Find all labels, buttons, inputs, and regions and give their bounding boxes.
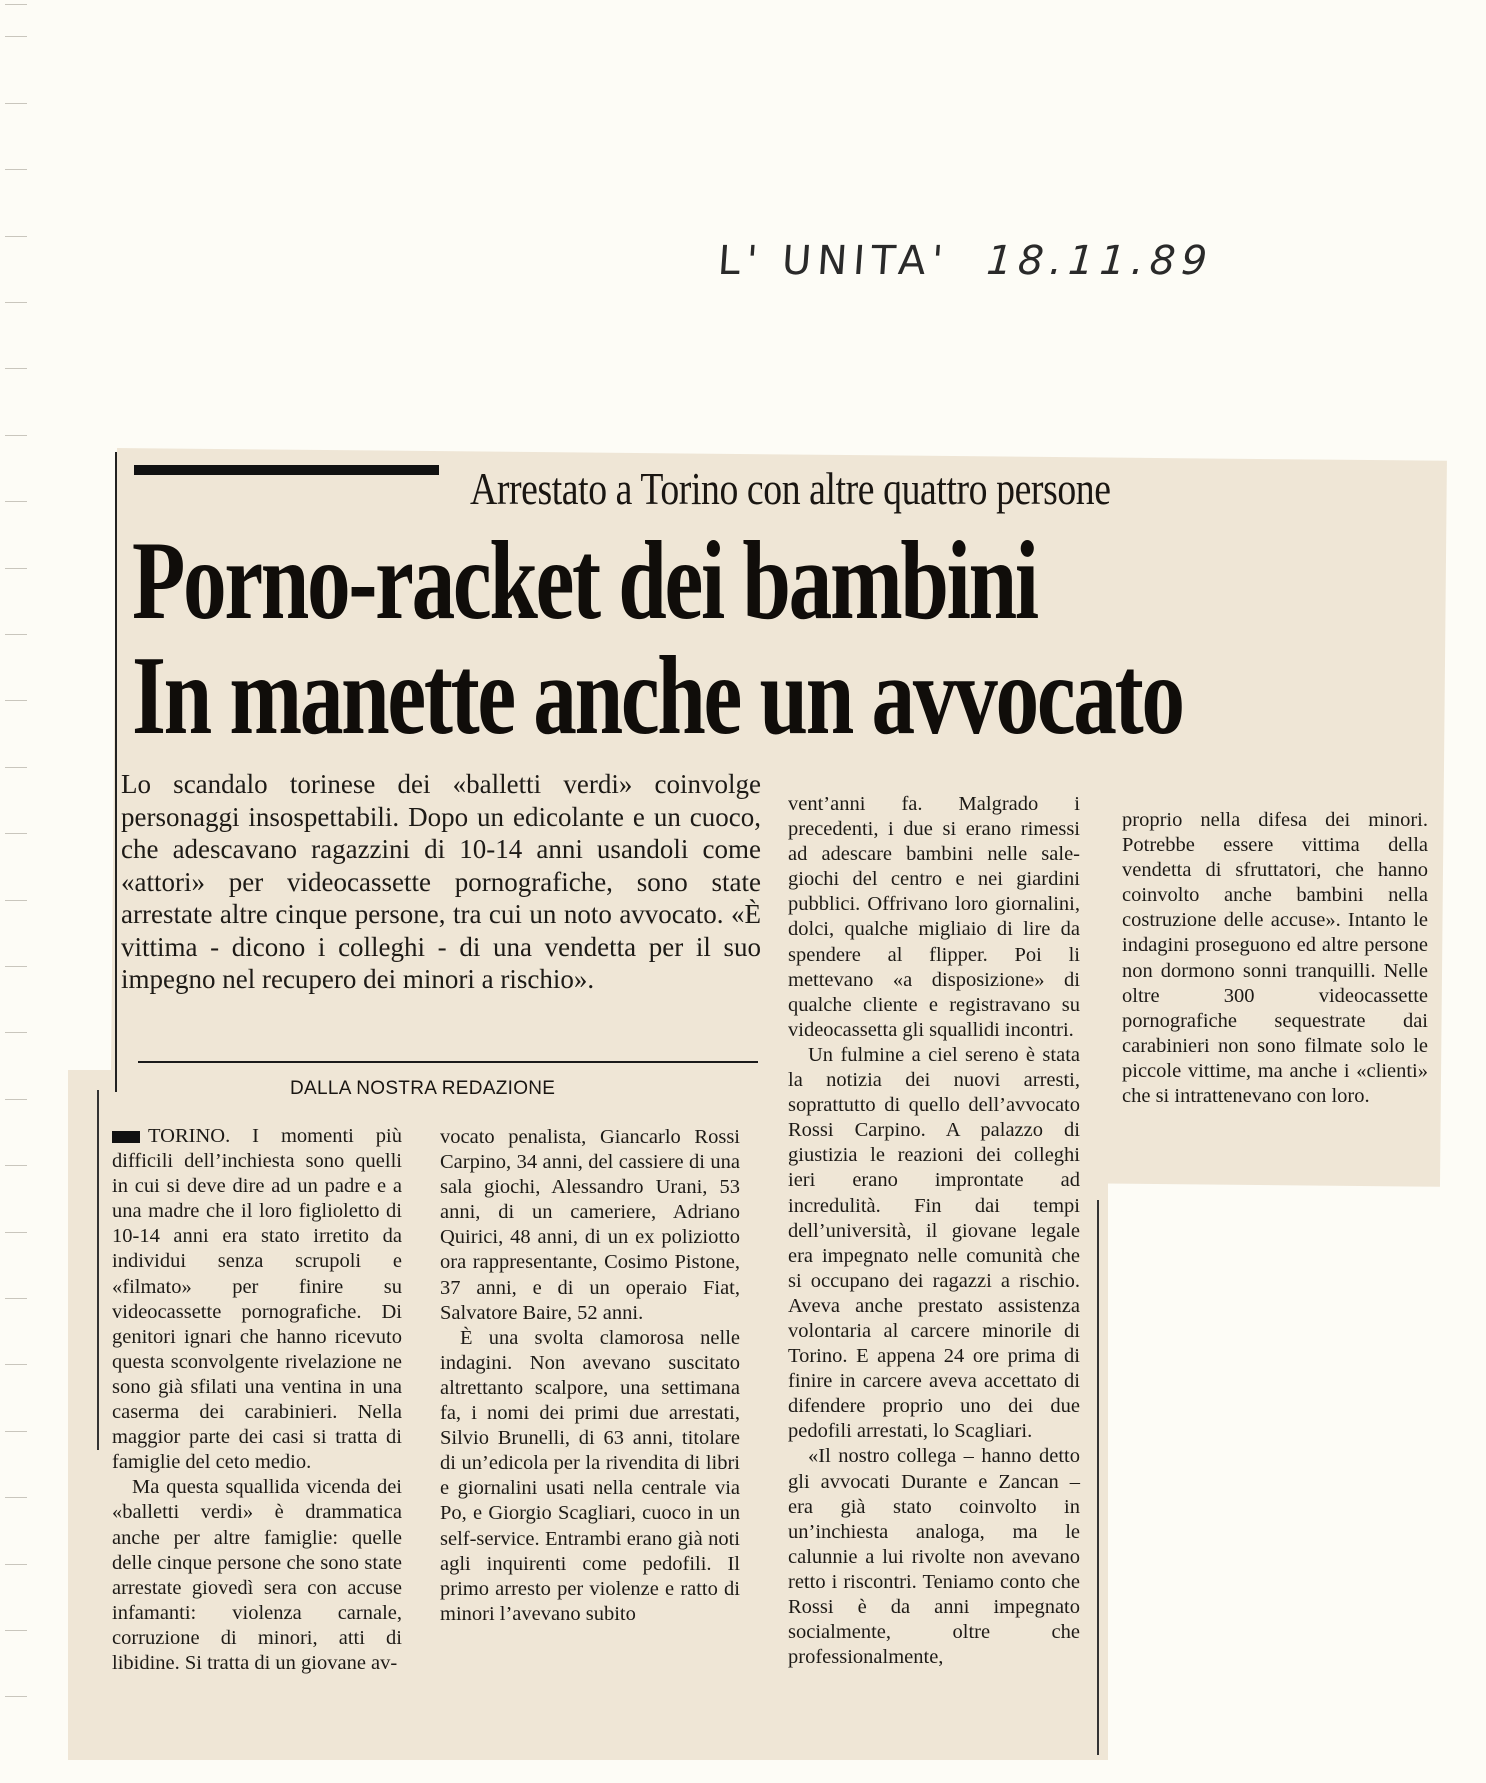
- column-rule: [1097, 1200, 1099, 1755]
- binder-mark: [5, 169, 27, 170]
- binder-mark: [5, 568, 27, 569]
- newspaper-name: L' UNITA': [716, 238, 951, 284]
- binder-mark: [5, 1232, 27, 1233]
- binder-mark: [5, 36, 27, 37]
- headline-line-1: Porno-racket dei bambini: [132, 519, 1037, 643]
- binder-mark: [5, 833, 27, 834]
- article-column-2: [440, 1125, 740, 1627]
- dateline: TORINO.: [148, 1125, 231, 1147]
- binder-mark: [5, 1165, 27, 1166]
- binder-mark: [5, 1431, 27, 1432]
- binder-margin: [0, 0, 30, 1783]
- paragraph: vocato penalista, Giancarlo Rossi Carpino, 34 anni, del cassiere di una sala giochi, Alessandro Urani, 53 anni, di un cameriere, Adriano Quirici, 48 anni, di un ex poliziotto ora rappresentante, Cosimo Pistone, 37 anni, e di un operaio Fiat, Salvatore Baire, 52 anni.: [440, 1126, 740, 1324]
- column-rule: [97, 1090, 99, 1450]
- binder-mark: [5, 501, 27, 502]
- binder-mark: [5, 1696, 27, 1697]
- binder-mark: [5, 1032, 27, 1033]
- binder-mark: [5, 1564, 27, 1565]
- kicker-bar: [134, 465, 439, 475]
- paragraph: È una svolta clamorosa nelle indagini. Non avevano suscitato altrettanto scalpore, una settimana fa, i nomi dei primi due arrestati, Silvio Brunelli, di 63 anni, titolare di un’edicola per la rivendita di libri e giornalini usati nella centrale via Po, e Giorgio Scagliari, cuoco in un self-service. Entrambi erano già noti agli inquirenti come pedofili. Il primo arresto per violenze e ratto di minori l’avevano subito: [440, 1326, 740, 1625]
- binder-mark: [5, 302, 27, 303]
- paragraph: Ma questa squallida vicenda dei «balletti verdi» è drammatica anche per altre famiglie: quelle delle cinque persone che sono state arrestate giovedì sera con accuse infamanti: violenza carnale, corruzione di minori, atti di libidine. Si tratta di un giovane av-: [112, 1476, 402, 1674]
- binder-mark: [5, 700, 27, 701]
- handwritten-source-note: [716, 238, 1214, 284]
- article-lead: Lo scandalo torinese dei «balletti verdi» coinvolge personaggi insospettabili. Dopo un edicolante e un cuoco, che adescavano ragazzini di 10-14 anni usandoli come «attori» per videocassette pornografiche, sono state arrestate altre cinque persone, tra cui un noto avvocato. «È vittima - dicono i colleghi - di una vendetta per il suo impegno nel recupero dei minori a rischio».: [121, 769, 761, 994]
- binder-mark: [5, 1364, 27, 1365]
- binder-mark: [5, 103, 27, 104]
- article-kicker: Arrestato a Torino con altre quattro persone: [470, 463, 1111, 514]
- binder-mark: [5, 435, 27, 436]
- paragraph: vent’anni fa. Malgrado i precedenti, i due si erano rimessi ad adescare bambini nelle sale-giochi del centro e nei giardini pubblici. Offrivano loro giornalini, dolci, qualche migliaio di lire da spendere al flipper. Poi li mettevano «a disposizione» di qualche cliente e registravano su videocassetta gli squallidi incontri.: [788, 793, 1080, 1041]
- article-column-4: [1122, 808, 1428, 1109]
- binder-mark: [5, 767, 27, 768]
- binder-mark: [5, 368, 27, 369]
- binder-mark: [5, 966, 27, 967]
- byline-rule: [138, 1061, 758, 1063]
- binder-mark: [5, 1497, 27, 1498]
- binder-mark: [5, 634, 27, 635]
- paragraph: «Il nostro collega – hanno detto gli avvocati Durante e Zancan – era già stato coinvolto in un’inchiesta analoga, ma le calunnie a lui rivolte non avevano retto i riscontri. Teniamo conto che Rossi è da anni impegnato socialmente, oltre che professionalmente,: [788, 1445, 1080, 1669]
- binder-mark: [5, 1099, 27, 1100]
- paragraph: Un fulmine a ciel sereno è stata la notizia dei nuovi arresti, soprattutto di quello dell’avvocato Rossi Carpino. A palazzo di giustizia le reazioni dei colleghi ieri erano improntate ad incredulità. Fin dai tempi dell’università, il giovane legale era impegnato nelle comunità che si occupano dei ragazzi a rischio. Aveva anche prestato assistenza volontaria al carcere minorile di Torino. E appena 24 ore prima di finire in carcere aveva accettato di difendere proprio uno dei due pedofili arrestati, lo Scagliari.: [788, 1043, 1080, 1443]
- square-bullet-icon: [112, 1131, 140, 1143]
- byline: DALLA NOSTRA REDAZIONE: [290, 1078, 556, 1099]
- binder-mark: [5, 1630, 27, 1631]
- paragraph: proprio nella difesa dei minori. Potrebbe essere vittima della vendetta di sfruttatori, che hanno coinvolto anche bambini nella costruzione delle accuse». Intanto le indagini proseguono ed altre persone non dormono sonni tranquilli. Nelle oltre 300 videocassette pornografiche sequestrate dai carabinieri non sono filmate solo le piccole vittime, ma anche i «clienti» che si intrattenevano con loro.: [1122, 809, 1428, 1108]
- column-rule: [115, 452, 117, 1092]
- binder-mark: [5, 900, 27, 901]
- binder-mark: [5, 236, 27, 237]
- paragraph-text: I momenti più difficili dell’inchiesta sono quelli in cui si deve dire ad un padre e a una madre che il loro figlioletto di 10-14 anni era stato irretito da individui senza scrupoli e «filmato» per finire su videocassette pornografiche. Di genitori ignari che hanno ricevuto questa sconvolgente rivelazione ne sono già sfilati una ventina in una caserma dei carabinieri. Nella maggior parte dei casi si tratta di famiglie del ceto medio.: [112, 1125, 403, 1474]
- article-column-3-top: [788, 792, 1080, 1670]
- binder-mark: [5, 4, 27, 5]
- paragraph: [112, 1124, 402, 1475]
- handwritten-date: 18.11.89: [985, 238, 1215, 284]
- binder-mark: [5, 1298, 27, 1299]
- headline-line-2: In manette anche un avvocato: [132, 634, 1183, 758]
- article-column-1: [112, 1124, 402, 1676]
